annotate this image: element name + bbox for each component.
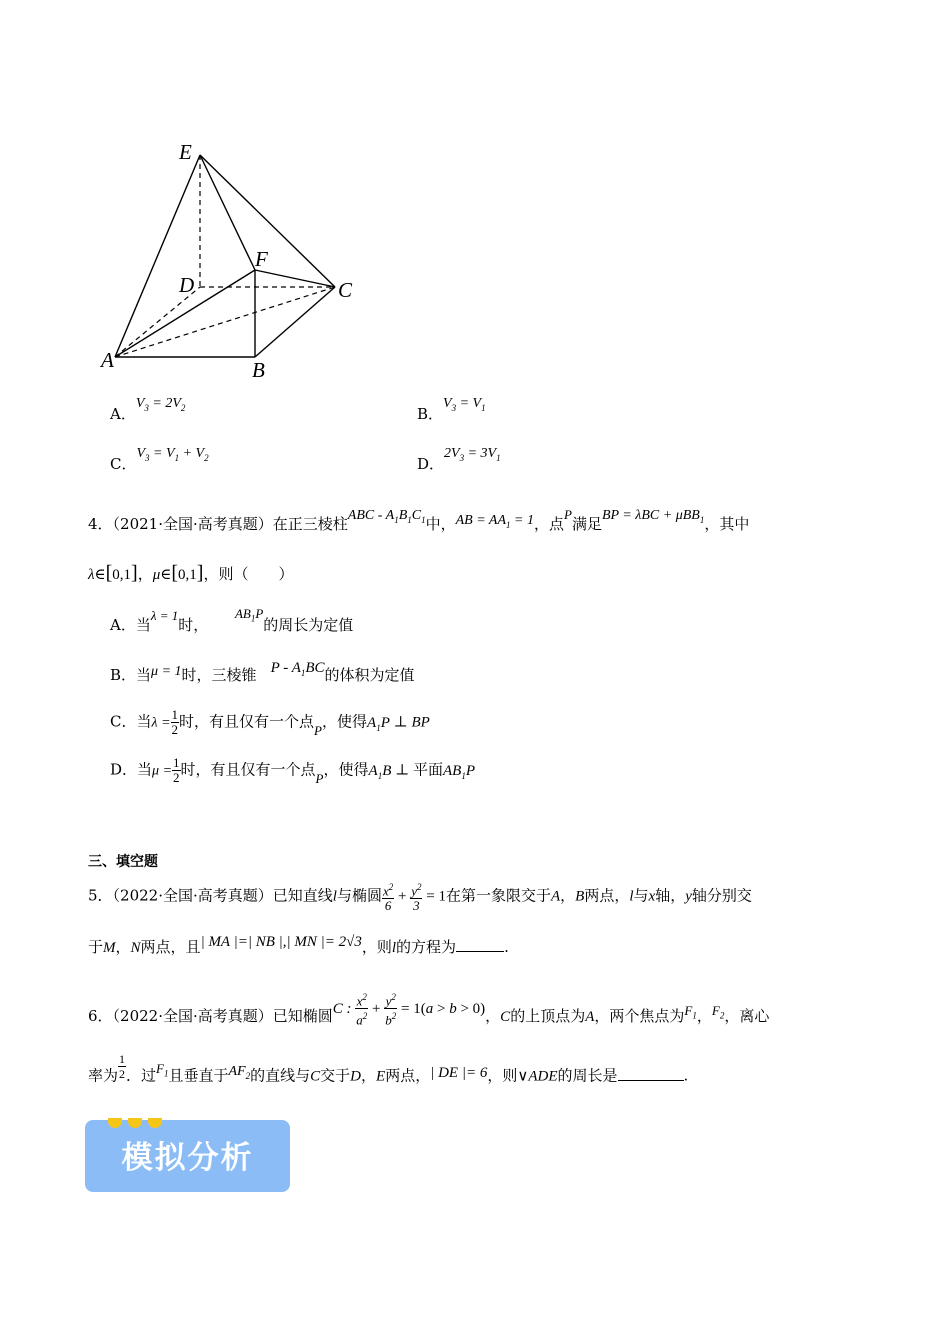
edge-FC: [255, 270, 335, 287]
q4-option-a[interactable]: A．当λ = 1时，$AB_1P$的周长为定值: [110, 606, 354, 634]
edge-AC: [115, 287, 335, 357]
edge-BC: [255, 287, 335, 357]
formula: $V_3 = 2V_2$: [135, 396, 186, 413]
q6-line1: 6．（2022·全国·高考真题）已知椭圆C : $\frac{x^2}{a^2}$ + $\frac{y^2}{b^2}$ = 1(a > b > 0)，C的上顶点为A，两个焦点为$F_1$，$F_2$，离心: [88, 992, 770, 1028]
q3-option-b[interactable]: B．$V_3 = V_1$: [417, 396, 486, 423]
q4-line1: 4．（2021·全国·高考真题）在正三棱柱ABC - $A_1B_1C_1$中，AB = $AA_1 = 1$，点P满足BP = λBC + μBB$_1$，其中: [88, 507, 750, 533]
simulation-analysis-badge: [85, 1120, 290, 1192]
badge-label: 模拟分析: [121, 1140, 254, 1176]
edge-AD: [115, 287, 200, 357]
q3-option-a[interactable]: A．$V_3 = 2V_2$: [110, 396, 186, 423]
formula: $2V_3 = 3V_1$: [444, 446, 501, 463]
q5-line2: 于M，N两点，且| MA |=| NB |,| MN |= 2√3，则l的方程为 .: [88, 934, 509, 956]
label-A: A: [101, 348, 114, 372]
formula: $V_3 = V_1 + V_2$: [136, 446, 209, 463]
answer-blank[interactable]: [618, 1066, 684, 1081]
q3-option-d[interactable]: D．$2V_3 = 3V_1$: [417, 446, 501, 473]
edge-EF: [200, 155, 255, 270]
label-D: D: [179, 273, 195, 297]
section-title: 三、填空题: [88, 854, 158, 870]
label-B: B: [252, 358, 265, 382]
q4-line2: λ∈[0,1]，μ∈[0,1]，则（ ）: [88, 562, 294, 584]
edge-EA: [115, 155, 200, 357]
q4-option-b[interactable]: B．当μ = 1时，三棱锥 P - $A_1BC$的体积为定值: [110, 660, 415, 684]
q4-option-d[interactable]: D．当μ = $\frac{1}{2}$ 时，有且仅有一个点P，使得$A_1B$ ⊥ 平面$AB_1P$: [110, 755, 475, 786]
q6-line2: 率为 $\frac{1}{2}$ ．过$F_1$且垂直于$AF_2$的直线与C交于D，E两点，| DE |= 6，则∨ADE的周长是 .: [88, 1052, 689, 1085]
q3-option-c[interactable]: C．$V_3 = V_1 + V_2$: [110, 446, 209, 473]
label-F: F: [255, 247, 268, 271]
formula: $V_3 = V_1$: [443, 396, 486, 413]
answer-blank[interactable]: [456, 937, 504, 952]
label-E: E: [179, 140, 192, 164]
q5-line1: 5．（2022·全国·高考真题）已知直线l与椭圆 $\frac{x^2}{6}$ + $\frac{y^2}{3}$ = 1在第一象限交于A，B两点，l与x轴，y轴分别交: [88, 882, 752, 914]
label-C: C: [338, 278, 353, 302]
q4-option-c[interactable]: C．当λ = $\frac{1}{2}$ 时，有且仅有一个点P，使得$A_1P$ ⊥ BP: [110, 707, 430, 738]
geometry-figure: [95, 135, 375, 385]
